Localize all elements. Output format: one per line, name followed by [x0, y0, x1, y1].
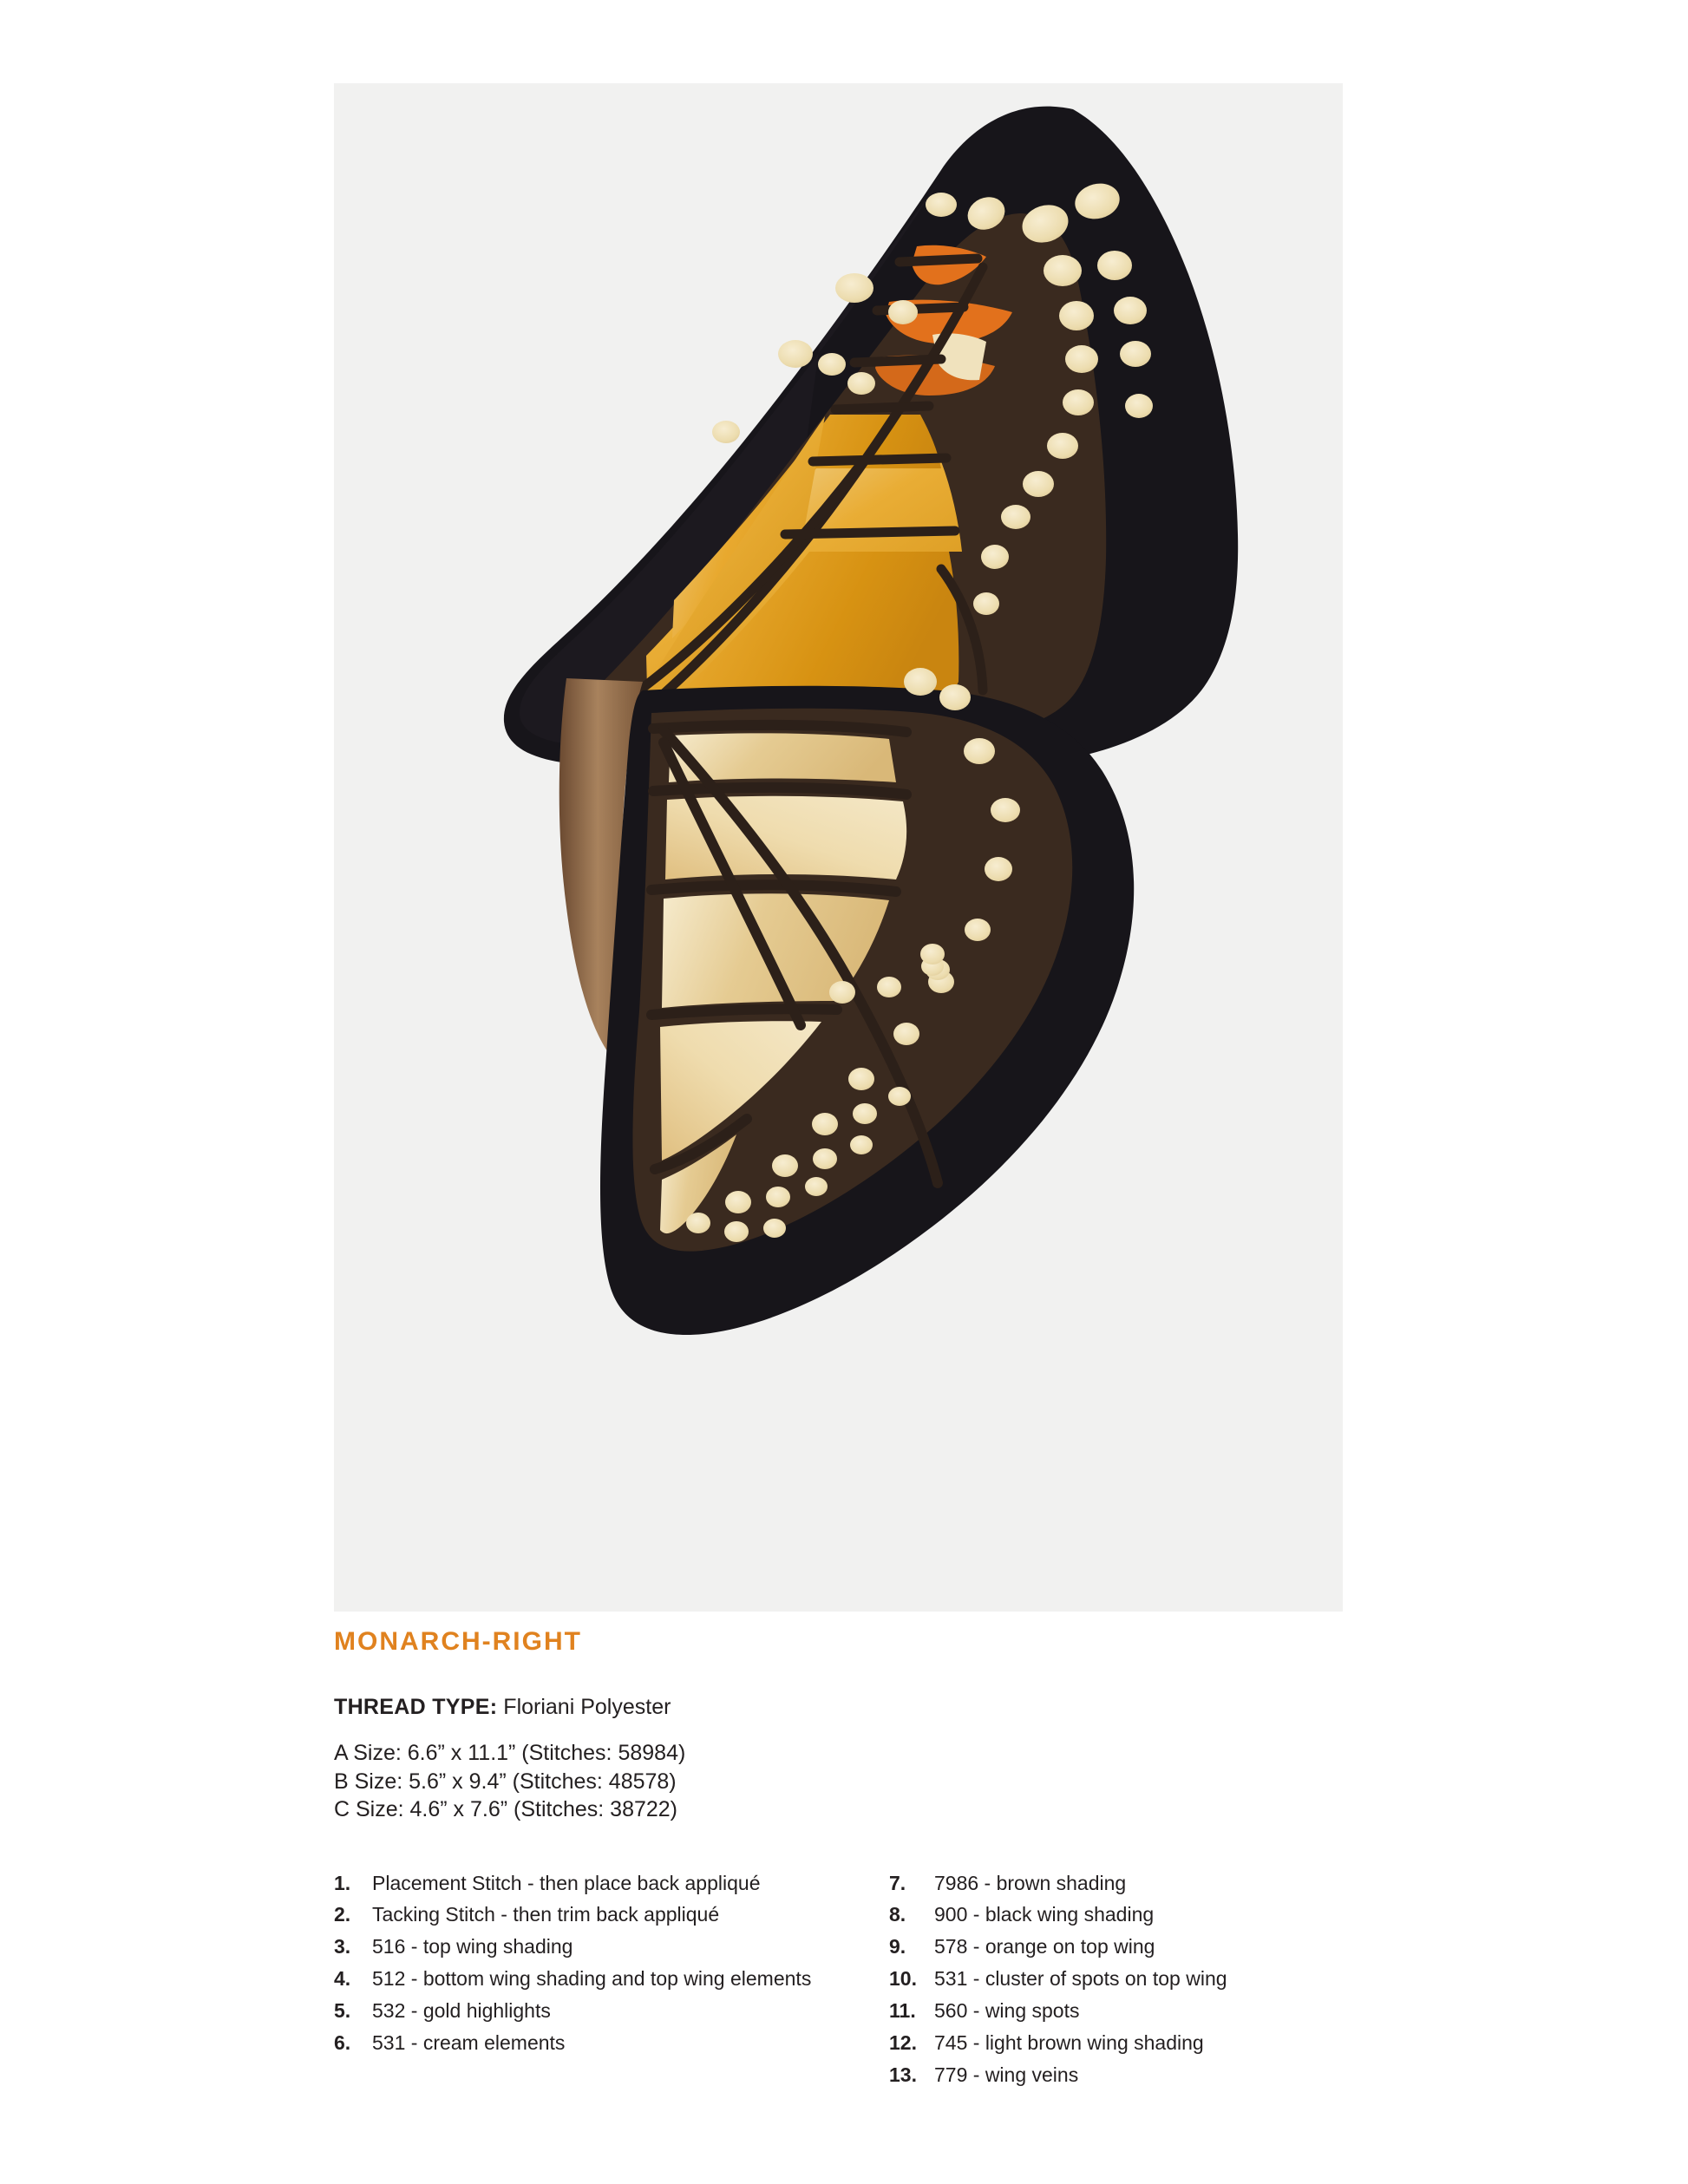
thread-type-label: THREAD TYPE:: [334, 1695, 498, 1719]
hindwing-cell-2: [665, 796, 906, 879]
wing-spot: [1044, 255, 1082, 286]
page-title: MONARCH-RIGHT: [334, 1627, 582, 1656]
wing-spot: [964, 738, 995, 764]
list-item: [889, 2030, 1358, 2056]
step-text: 745 - light brown wing shading: [934, 2031, 1204, 2055]
wing-spot: [772, 1154, 798, 1177]
step-number: 7.: [889, 1871, 906, 1894]
wing-spot: [1023, 471, 1054, 497]
butterfly-wing-photo: [334, 83, 1343, 1612]
step-text: 531 - cream elements: [372, 2031, 566, 2055]
list-item: [334, 1871, 889, 1896]
step-number: 9.: [889, 1935, 906, 1958]
wing-spot: [712, 421, 740, 443]
wing-spot: [965, 919, 991, 941]
steps-lists: [334, 1871, 1358, 2087]
wing-spot: [1114, 297, 1147, 324]
wing-spot: [812, 1113, 838, 1135]
step-text: 578 - orange on top wing: [934, 1935, 1155, 1958]
step-text: 516 - top wing shading: [372, 1935, 573, 1958]
wing-spot: [1001, 505, 1030, 529]
list-item: [334, 2030, 889, 2056]
step-text: 7986 - brown shading: [934, 1871, 1127, 1894]
size-line-b: B Size: 5.6” x 9.4” (Stitches: 48578): [334, 1769, 677, 1794]
wing-spot: [835, 273, 873, 303]
wing-spot: [904, 668, 937, 696]
step-text: Placement Stitch - then place back appliqué: [372, 1871, 761, 1894]
wing-spot: [991, 798, 1020, 822]
step-number: 4.: [334, 1967, 351, 1991]
step-number: 3.: [334, 1935, 351, 1958]
wing-spot: [829, 981, 855, 1004]
step-number: 5.: [334, 1999, 351, 2023]
wing-spot: [686, 1213, 710, 1233]
list-item: [334, 1998, 889, 2024]
steps-column-left: [334, 1871, 889, 2063]
list-item: [889, 2063, 1358, 2088]
wing-spot: [1063, 389, 1094, 415]
wing-spot: [926, 193, 957, 217]
list-item: [889, 1902, 1358, 1927]
wing-spot: [853, 1103, 877, 1124]
size-list: [334, 1739, 1358, 1824]
wing-spot: [939, 684, 971, 710]
step-text: 531 - cluster of spots on top wing: [934, 1967, 1227, 1991]
list-item: [889, 1934, 1358, 1959]
wing-spot: [813, 1148, 837, 1169]
step-number: 11.: [889, 1999, 916, 2023]
wing-spot: [888, 300, 918, 324]
step-number: 10.: [889, 1967, 917, 1991]
wing-spot: [893, 1023, 919, 1045]
step-number: 13.: [889, 2063, 917, 2087]
wing-spot: [1059, 301, 1094, 330]
butterfly-wing-illustration: [334, 83, 1343, 1612]
step-text: 560 - wing spots: [934, 1999, 1080, 2023]
wing-spot: [805, 1177, 828, 1196]
size-line-a: A Size: 6.6” x 11.1” (Stitches: 58984): [334, 1741, 686, 1765]
wing-spot: [985, 857, 1012, 881]
wing-spot: [848, 1068, 874, 1090]
list-item: [334, 1902, 889, 1927]
wing-spot: [1120, 341, 1151, 367]
step-text: 532 - gold highlights: [372, 1999, 551, 2023]
step-text: 900 - black wing shading: [934, 1903, 1155, 1926]
wing-spot: [850, 1135, 873, 1154]
wing-spot: [981, 545, 1009, 569]
wing-spot: [818, 353, 846, 376]
wing-spot: [888, 1087, 911, 1106]
step-number: 1.: [334, 1871, 351, 1894]
wing-spot: [1097, 251, 1132, 280]
thread-type-value: Floriani Polyester: [503, 1695, 671, 1719]
wing-spot: [920, 944, 945, 964]
wing-spot: [973, 592, 999, 615]
size-line-c: C Size: 4.6” x 7.6” (Stitches: 38722): [334, 1797, 678, 1821]
wing-spot: [1047, 433, 1078, 459]
step-text: 512 - bottom wing shading and top wing elements: [372, 1967, 812, 1991]
wing-spot: [847, 372, 875, 395]
step-number: 6.: [334, 2031, 351, 2055]
wing-spot: [1125, 394, 1153, 418]
list-item: [889, 1966, 1358, 1991]
caption-block: [334, 1627, 1358, 2087]
list-item: [334, 1934, 889, 1959]
thread-type-line: [334, 1695, 1358, 1720]
step-text: Tacking Stitch - then trim back appliqué: [372, 1903, 720, 1926]
wing-spot: [724, 1221, 749, 1242]
step-number: 2.: [334, 1903, 351, 1926]
wing-spot: [778, 340, 813, 368]
list-item: [889, 1871, 1358, 1896]
wing-spot: [1065, 345, 1098, 373]
step-number: 8.: [889, 1903, 906, 1926]
wing-spot: [725, 1191, 751, 1213]
list-item: [889, 1998, 1358, 2024]
steps-column-right: [889, 1871, 1358, 2096]
step-text: 779 - wing veins: [934, 2063, 1079, 2087]
list-item: [334, 1966, 889, 1991]
wing-spot: [766, 1187, 790, 1207]
wing-spot: [877, 977, 901, 997]
step-number: 12.: [889, 2031, 917, 2055]
wing-spot: [763, 1219, 786, 1238]
